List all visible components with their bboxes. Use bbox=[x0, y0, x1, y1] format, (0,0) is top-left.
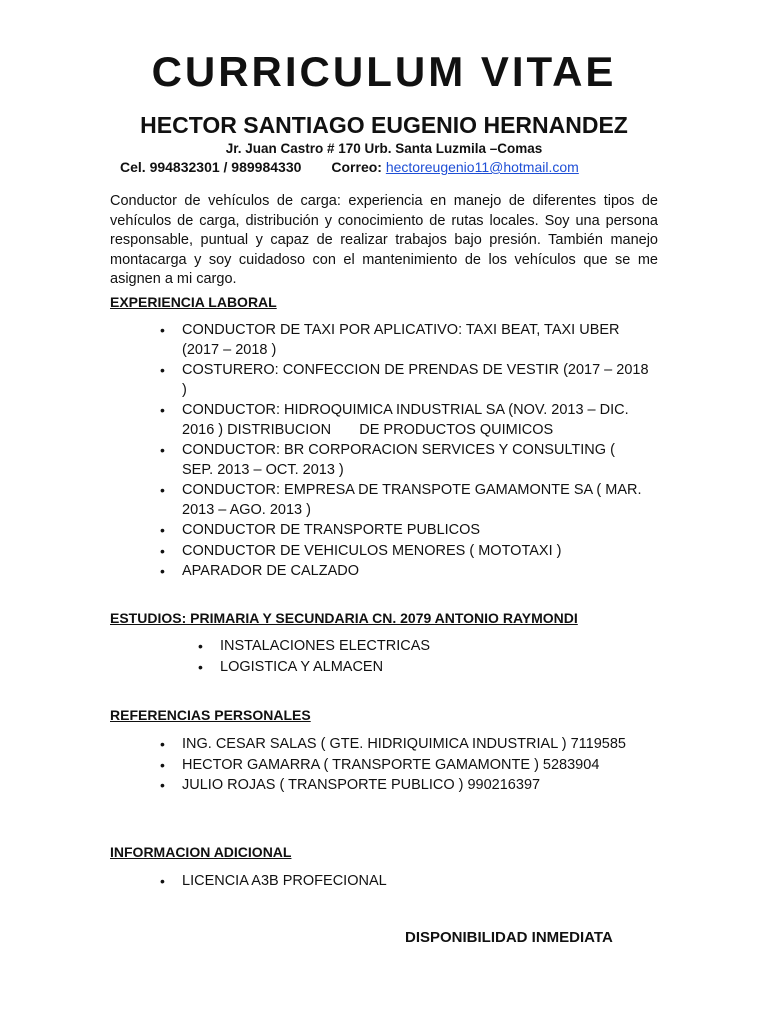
availability-note: DISPONIBILIDAD INMEDIATA bbox=[405, 929, 613, 946]
list-item: • CONDUCTOR DE VEHICULOS MENORES ( MOTOTAXI ) bbox=[160, 542, 650, 562]
list-item: • ING. CESAR SALAS ( GTE. HIDRIQUIMICA INDUSTRIAL ) 7119585 bbox=[160, 735, 630, 755]
email-link[interactable]: hectoreugenio11@hotmail.com bbox=[385, 159, 579, 175]
contact-line bbox=[120, 159, 680, 175]
list-item: • COSTURERO: CONFECCION DE PRENDAS DE VESTIR (2017 – 2018 ) bbox=[160, 361, 650, 400]
additional-info-heading: INFORMACION ADICIONAL bbox=[110, 844, 292, 860]
additional-info-list bbox=[160, 872, 630, 893]
list-item: • LOGISTICA Y ALMACEN bbox=[198, 658, 648, 678]
list-item: • CONDUCTOR DE TAXI POR APLICATIVO: TAXI BEAT, TAXI UBER (2017 – 2018 ) bbox=[160, 321, 650, 360]
profile-summary: Conductor de vehículos de carga: experiencia en manejo de diferentes tipos de vehículos de carga, distribución y conocimiento de rutas locales. Soy una persona responsable, puntual y capaz de realizar trabajos bajo presión. También manejo montacarga y soy cuidadoso con el mantenimiento de los vehículos que se me asignen a mi cargo. bbox=[110, 193, 658, 287]
list-item: • CONDUCTOR: EMPRESA DE TRANSPOTE GAMAMONTE SA ( MAR. 2013 – AGO. 2013 ) bbox=[160, 481, 650, 520]
phone-numbers: Cel. 994832301 / 989984330 bbox=[120, 159, 302, 175]
email-label: Correo: bbox=[331, 159, 382, 175]
references-heading: REFERENCIAS PERSONALES bbox=[110, 707, 311, 723]
experience-heading: EXPERIENCIA LABORAL bbox=[110, 294, 277, 310]
list-item: • CONDUCTOR: HIDROQUIMICA INDUSTRIAL SA (NOV. 2013 – DIC. 2016 ) DISTRIBUCION DE PRODUCTOS QUIMICOS bbox=[160, 401, 650, 440]
list-item: • CONDUCTOR: BR CORPORACION SERVICES Y CONSULTING ( SEP. 2013 – OCT. 2013 ) bbox=[160, 441, 650, 480]
list-item: • HECTOR GAMARRA ( TRANSPORTE GAMAMONTE ) 5283904 bbox=[160, 756, 630, 776]
education-list bbox=[198, 637, 648, 678]
list-item: • JULIO ROJAS ( TRANSPORTE PUBLICO ) 990216397 bbox=[160, 776, 630, 796]
list-item: • APARADOR DE CALZADO bbox=[160, 562, 650, 582]
address-line: Jr. Juan Castro # 170 Urb. Santa Luzmila –Comas bbox=[225, 141, 543, 156]
education-heading: ESTUDIOS: PRIMARIA Y SECUNDARIA CN. 2079 ANTONIO RAYMONDI bbox=[110, 610, 578, 626]
list-item: • INSTALACIONES ELECTRICAS bbox=[198, 637, 648, 657]
references-list bbox=[160, 735, 630, 797]
applicant-name: HECTOR SANTIAGO EUGENIO HERNANDEZ bbox=[140, 112, 628, 138]
document-title: CURRICULUM VITAE bbox=[151, 48, 617, 95]
experience-list bbox=[160, 321, 650, 583]
list-item: • CONDUCTOR DE TRANSPORTE PUBLICOS bbox=[160, 521, 650, 541]
list-item: • LICENCIA A3B PROFECIONAL bbox=[160, 872, 630, 892]
